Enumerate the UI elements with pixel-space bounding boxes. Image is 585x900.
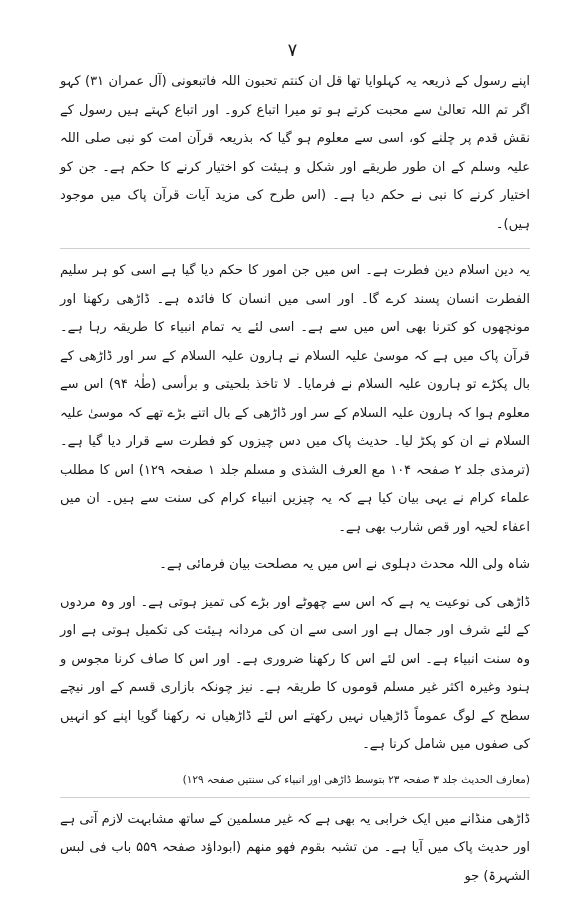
paragraph-shah-waliullah: شاہ ولی اللہ محدث دہلوی نے اس میں یہ مصلحت بیان فرمائی ہے۔ (159, 557, 530, 572)
paragraph-quran-obedience: اپنے رسول کے ذریعہ یہ کہلوایا تھا قل ان کنتم تحبون اللہ فاتبعونی (آل عمران ۳۱) کہو اگر تم اللہ تعالیٰ سے محبت کرتے ہو تو میرا اتباع کرو۔ اور اتباع کہتے ہیں رسول کے نقش قدم پر چلنے کو، اسی سے معلوم ہو گیا کہ بذریعہ قرآن امت کو نبی صلی اللہ علیہ وسلم کے ان طور طریقے اور شکل و ہیئت کو اختیار کرنے کا حکم ہے۔ جن کو اختیار کرنے کا نبی نے حکم دیا ہے۔ (اس طرح کی مزید آیات قرآن پاک میں موجود ہیں)۔ (60, 74, 530, 232)
paragraph-religion-of-nature: یہ دین اسلام دین فطرت ہے۔ اس میں جن امور کا حکم دیا گیا ہے اسی کو ہر سلیم الفطرت انسان پسند کرے گا۔ اور اسی میں انسان کا فائدہ ہے۔ ڈاڑھی رکھنا اور مونچھوں کو کترنا بھی اس میں سے ہے۔ اسی لئے یہ تمام انبیاء کا طریقہ رہا ہے۔ قرآن پاک میں ہے کہ موسیٰ علیہ السلام نے ہارون علیہ السلام کے سر اور ڈاڑھی کے بال پکڑے تو ہارون علیہ السلام نے فرمایا۔ لا تاخذ بلحیتی و برأسی (طٰہٰ ۹۴) اس سے معلوم ہوا کہ ہارون علیہ السلام کے سر اور ڈاڑھی کے بال اتنے بڑے تھے کہ موسیٰ علیہ السلام نے ان کو پکڑ لیا۔ حدیث پاک میں دس چیزوں کو فطرت سے قرار دیا گیا ہے۔ (ترمذی جلد ۲ صفحہ ۱۰۴ مع العرف الشذی و مسلم جلد ۱ صفحہ ۱۲۹) اس کا مطلب علماء کرام نے یہی بیان کیا ہے کہ یہ چیزیں انبیاء کرام کی سنت سے ہیں۔ ان میں اعفاء لحیہ اور قص شارب بھی ہے۔ (60, 263, 531, 535)
paragraph-beard-nature: ڈاڑھی کی نوعیت یہ ہے کہ اس سے چھوٹے اور بڑے کی تمیز ہوتی ہے۔ اور وہ مردوں کے لئے شرف اور جمال ہے اور اسی سے ان کی مردانہ ہیئت کی تکمیل ہوتی ہے اور وہ سنت انبیاء ہے۔ اس لئے اس کا رکھنا ضروری ہے۔ اور اس کا صاف کرنا مجوس و ہنود وغیرہ اکثر غیر مسلم قوموں کا طریقہ ہے۔ نیز چونکہ بازاری قسم کے اور نیچے سطح کے لوگ عموماً ڈاڑھیاں نہیں رکھتے اس لئے ڈاڑھیاں نہ رکھنا گویا اپنے کو انہیں کی صفوں میں شامل کرنا ہے۔ (60, 594, 530, 752)
paragraph-resemblance: ڈاڑھی منڈانے میں ایک خرابی یہ بھی ہے کہ غیر مسلمین کے ساتھ مشابہت لازم آتی ہے اور حدیث پاک میں آیا ہے۔ من تشبہ بقوم فھو منھم (ابوداؤد صفحہ ۵۵۹ باب فی لبس الشہرۃ) جو (60, 811, 530, 884)
citation-reference: (معارف الحدیث جلد ۳ صفحہ ۲۳ بتوسط ڈاڑھی اور انبیاء کی سنتیں صفحہ ۱۲۹) (182, 773, 530, 786)
divider (60, 248, 530, 249)
divider (60, 797, 530, 798)
page-body (60, 68, 530, 900)
page-number: ۷ (287, 40, 298, 61)
